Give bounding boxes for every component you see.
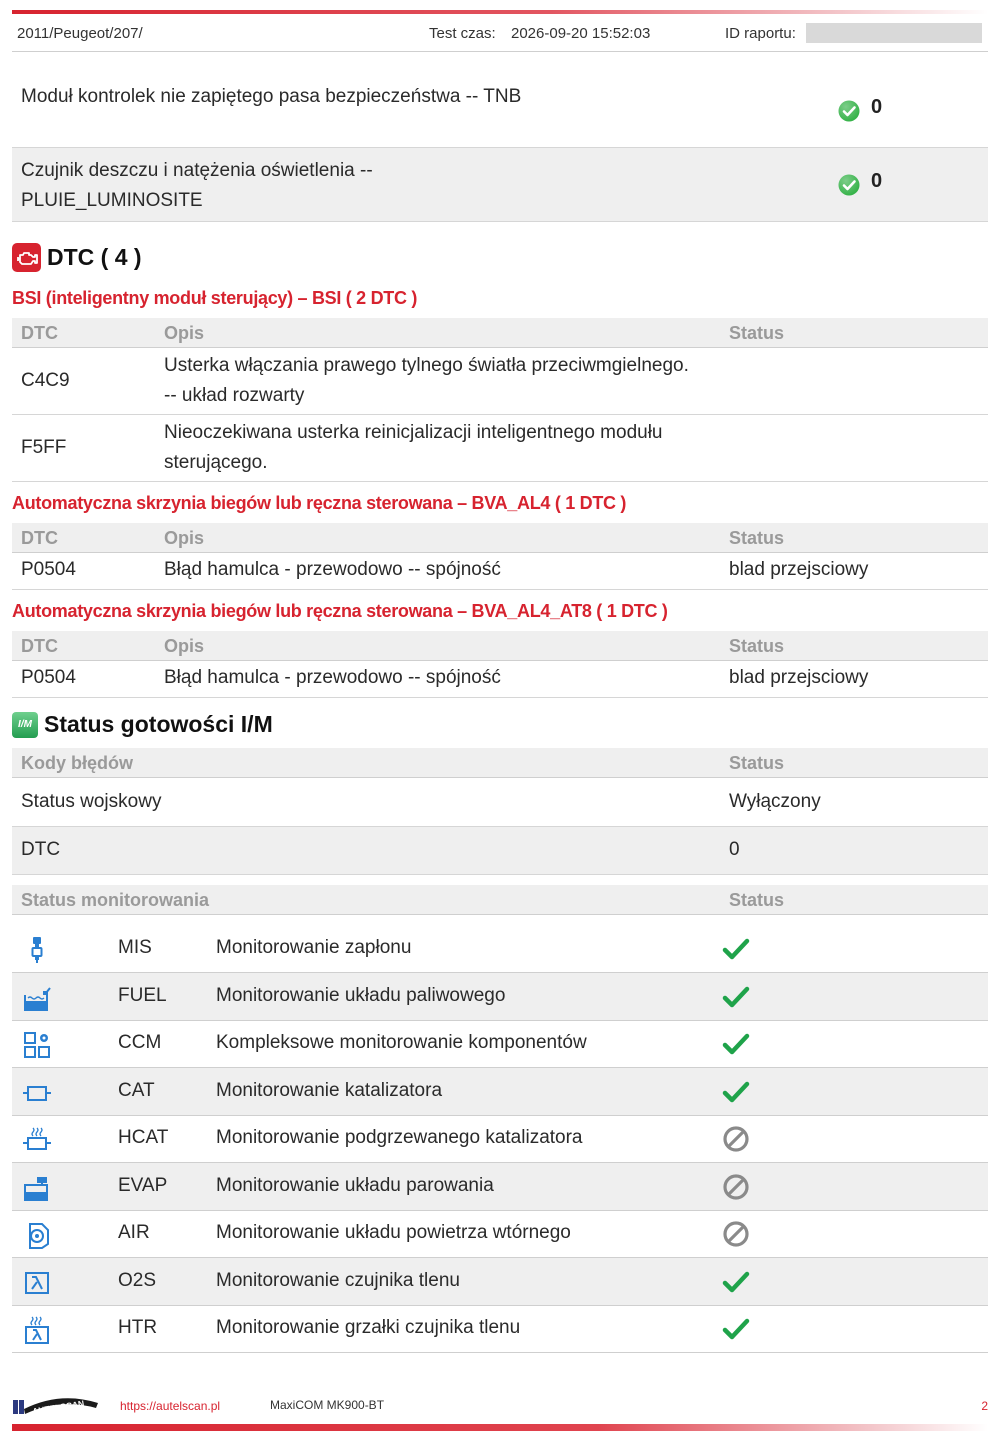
module-dtc-count: 0 (871, 96, 883, 118)
im-code-label: DTC (21, 839, 61, 860)
dtc-code: P0504 (21, 559, 76, 580)
check-circle-icon (838, 100, 860, 122)
module-dtc-count: 0 (871, 170, 883, 192)
not-supported-icon (721, 1219, 751, 1249)
col-codes: Kody błędów (21, 753, 133, 773)
website-link[interactable]: https://autelscan.pl (120, 1399, 221, 1413)
col-desc: Opis (164, 528, 205, 548)
dtc-code: F5FF (21, 437, 67, 458)
monitor-desc: Kompleksowe monitorowanie komponentów (216, 1032, 587, 1053)
col-dtc: DTC (21, 528, 58, 548)
check-circle-icon (838, 174, 860, 196)
test-time-value: 2026-09-20 15:52:03 (511, 25, 651, 42)
heated-catalyst-icon (22, 1125, 52, 1155)
dtc-desc: Nieoczekiwana usterka reinicjalizacji inteligentnego modułu sterującego. (164, 422, 663, 473)
dtc-table-header (12, 318, 988, 348)
dtc-code: P0504 (21, 667, 76, 688)
checkmark-icon (721, 1077, 751, 1107)
checkmark-icon (721, 934, 751, 964)
module-name: Czujnik deszczu i natężenia oświetlenia -- PLUIE_LUMINOSITE (21, 160, 373, 211)
monitor-desc: Monitorowanie grzałki czujnika tlenu (216, 1317, 521, 1338)
col-dtc: DTC (21, 636, 58, 656)
catalyst-icon (22, 1078, 52, 1108)
components-icon (22, 1030, 52, 1060)
autelscan-logo (12, 1395, 108, 1417)
engine-warning-icon (12, 243, 41, 272)
im-codes-header (12, 748, 988, 778)
test-time-label: Test czas: (429, 25, 496, 42)
col-monitor: Status monitorowania (21, 890, 210, 910)
air-pump-icon (22, 1220, 52, 1250)
checkmark-icon (721, 1267, 751, 1297)
monitor-code: CAT (118, 1079, 155, 1101)
dtc-status: blad przejsciowy (729, 667, 869, 688)
monitor-code: HCAT (118, 1127, 169, 1148)
module-name: Moduł kontrolek nie zapiętego pasa bezpieczeństwa -- TNB (21, 86, 522, 107)
monitor-code: MIS (118, 937, 152, 958)
page-number: 2 (981, 1399, 988, 1413)
report-id-label: ID raportu: (725, 25, 796, 42)
section-title-text: Status gotowości I/M (44, 711, 273, 737)
report-id-redacted (806, 23, 982, 43)
monitor-desc: Monitorowanie układu parowania (216, 1174, 494, 1196)
not-supported-icon (721, 1172, 751, 1202)
monitor-code: CCM (118, 1032, 162, 1053)
col-status: Status (729, 890, 785, 910)
page-footer (12, 1394, 988, 1418)
checkmark-icon (721, 1314, 751, 1344)
device-name: MaxiCOM MK900-BT (270, 1398, 385, 1412)
monitor-header (12, 885, 988, 915)
col-dtc: DTC (21, 323, 58, 343)
not-supported-icon (721, 1124, 751, 1154)
dtc-desc: Błąd hamulca - przewodowo -- spójność (164, 667, 501, 688)
col-desc: Opis (164, 636, 205, 656)
heated-oxygen-sensor-icon (22, 1315, 52, 1345)
dtc-status: blad przejsciowy (729, 559, 869, 580)
im-code-value: Wyłączony (729, 791, 821, 812)
table-row (12, 415, 988, 482)
im-readiness-icon: I/M (12, 712, 38, 738)
fuel-tank-icon (22, 983, 52, 1013)
table-row (12, 553, 988, 590)
monitor-row (12, 973, 988, 1021)
module-row (12, 74, 988, 148)
evap-icon (22, 1173, 52, 1203)
monitor-row (12, 1163, 988, 1211)
dtc-group-title: BSI (inteligentny moduł sterujący) – BSI ( 2 DTC ) (12, 288, 418, 308)
bottom-accent-bar (12, 1424, 988, 1431)
module-row (12, 148, 988, 222)
monitor-code: HTR (118, 1317, 158, 1338)
monitor-code: FUEL (118, 984, 167, 1006)
monitor-desc: Monitorowanie katalizatora (216, 1079, 443, 1101)
table-row (12, 779, 988, 827)
dtc-desc: Usterka włączania prawego tylnego światła przeciwmgielnego. -- układ rozwarty (164, 355, 689, 406)
oxygen-sensor-icon (22, 1268, 52, 1298)
col-status: Status (729, 323, 785, 343)
monitor-row (12, 1068, 988, 1116)
dtc-table-header (12, 523, 988, 553)
table-row (12, 348, 988, 415)
monitor-desc: Monitorowanie układu powietrza wtórnego (216, 1222, 571, 1243)
checkmark-icon (721, 1029, 751, 1059)
monitor-desc: Monitorowanie podgrzewanego katalizatora (216, 1127, 583, 1148)
col-desc: Opis (164, 323, 205, 343)
col-status: Status (729, 753, 785, 773)
monitor-desc: Monitorowanie czujnika tlenu (216, 1269, 460, 1291)
im-section-title (12, 711, 273, 738)
im-code-value: 0 (729, 839, 740, 860)
spark-plug-icon (22, 935, 52, 965)
dtc-code: C4C9 (21, 370, 70, 391)
table-row (12, 827, 988, 875)
monitor-code: AIR (118, 1222, 150, 1243)
dtc-section-title (12, 243, 142, 272)
svg-text:AUTELSCAN: AUTELSCAN (31, 1398, 85, 1417)
dtc-group-title: Automatyczna skrzynia biegów lub ręczna sterowana – BVA_AL4 ( 1 DTC ) (12, 493, 627, 513)
monitor-row (12, 1305, 988, 1353)
col-status: Status (729, 636, 785, 656)
monitor-code: O2S (118, 1269, 157, 1291)
checkmark-icon (721, 982, 751, 1012)
vehicle-path: 2011/Peugeot/207/ (17, 25, 143, 42)
monitor-row (12, 1210, 988, 1258)
col-status: Status (729, 528, 785, 548)
monitor-code: EVAP (118, 1174, 168, 1196)
monitor-row (12, 1020, 988, 1068)
section-title-text: DTC ( 4 ) (47, 244, 142, 270)
monitor-row (12, 1258, 988, 1306)
monitor-desc: Monitorowanie zapłonu (216, 937, 412, 958)
dtc-group-title: Automatyczna skrzynia biegów lub ręczna sterowana – BVA_AL4_AT8 ( 1 DTC ) (12, 601, 668, 621)
report-header (12, 14, 988, 52)
monitor-row (12, 1115, 988, 1163)
dtc-desc: Błąd hamulca - przewodowo -- spójność (164, 559, 501, 580)
monitor-desc: Monitorowanie układu paliwowego (216, 984, 506, 1006)
monitor-row (12, 925, 988, 973)
table-row (12, 661, 988, 698)
dtc-table-header (12, 631, 988, 661)
im-code-label: Status wojskowy (21, 791, 162, 812)
